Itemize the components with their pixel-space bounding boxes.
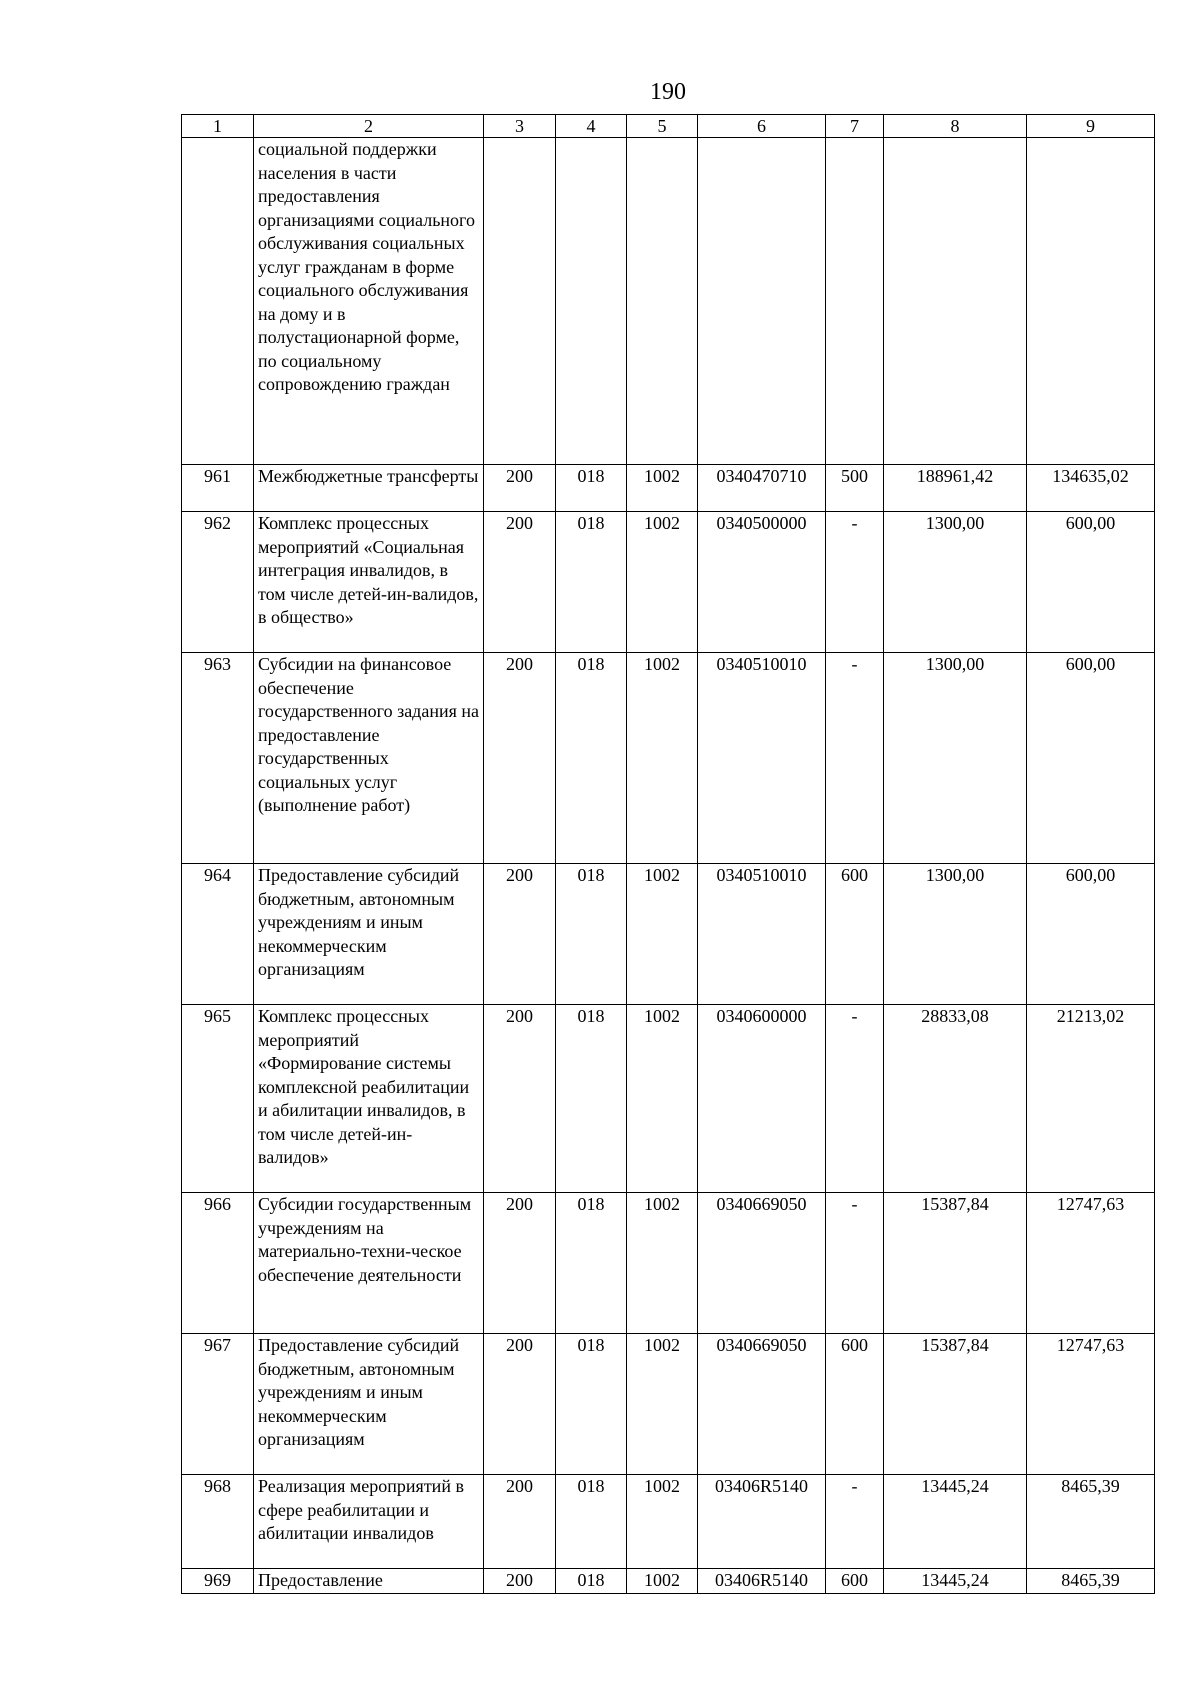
cell-col-8: 1300,00 xyxy=(884,653,1027,864)
cell-col-3: 200 xyxy=(484,653,556,864)
cell-col-6: 0340510010 xyxy=(698,653,826,864)
cell-col-9: 600,00 xyxy=(1027,864,1155,1005)
cell-col-5: 1002 xyxy=(627,465,698,512)
table-row xyxy=(182,1475,1155,1569)
cell-number: 969 xyxy=(182,1569,254,1594)
cell-col-7 xyxy=(826,138,884,465)
cell-col-7: 600 xyxy=(826,864,884,1005)
cell-col-3: 200 xyxy=(484,1334,556,1475)
cell-col-8: 188961,42 xyxy=(884,465,1027,512)
table-row xyxy=(182,864,1155,1005)
cell-col-8: 15387,84 xyxy=(884,1193,1027,1334)
cell-col-4: 018 xyxy=(556,512,627,653)
cell-col-4: 018 xyxy=(556,1334,627,1475)
cell-col-3 xyxy=(484,138,556,465)
table-row xyxy=(182,653,1155,864)
cell-col-5: 1002 xyxy=(627,512,698,653)
table-row xyxy=(182,1334,1155,1475)
cell-col-7: - xyxy=(826,512,884,653)
cell-col-7: - xyxy=(826,1475,884,1569)
table-row-continuation xyxy=(182,138,1155,465)
cell-col-3: 200 xyxy=(484,512,556,653)
cell-col-9: 12747,63 xyxy=(1027,1193,1155,1334)
cell-col-8: 13445,24 xyxy=(884,1569,1027,1594)
cell-col-4: 018 xyxy=(556,465,627,512)
cell-col-3: 200 xyxy=(484,1005,556,1193)
header-row xyxy=(182,115,1155,138)
cell-col-5 xyxy=(627,138,698,465)
cell-col-6: 03406R5140 xyxy=(698,1569,826,1594)
cell-col-6: 0340470710 xyxy=(698,465,826,512)
cell-name: Предоставление субсидий бюджетным, автономным учреждениям и иным некоммерческим организациям xyxy=(254,864,484,1005)
cell-number: 962 xyxy=(182,512,254,653)
budget-table xyxy=(181,114,1155,1594)
cell-name: Предоставление xyxy=(254,1569,484,1594)
cell-col-4: 018 xyxy=(556,1475,627,1569)
cell-col-7: - xyxy=(826,653,884,864)
table-row xyxy=(182,1569,1155,1594)
cell-col-6: 0340669050 xyxy=(698,1193,826,1334)
cell-col-6: 0340500000 xyxy=(698,512,826,653)
cell-col-3: 200 xyxy=(484,465,556,512)
cell-number: 967 xyxy=(182,1334,254,1475)
header-col-6: 6 xyxy=(698,115,826,138)
cell-col-7: 600 xyxy=(826,1569,884,1594)
table-row xyxy=(182,1193,1155,1334)
cell-col-9: 8465,39 xyxy=(1027,1569,1155,1594)
cell-col-6 xyxy=(698,138,826,465)
header-col-7: 7 xyxy=(826,115,884,138)
page-number: 190 xyxy=(650,79,686,105)
cell-col-8: 15387,84 xyxy=(884,1334,1027,1475)
header-col-2: 2 xyxy=(254,115,484,138)
cell-col-7: - xyxy=(826,1005,884,1193)
cell-col-7: 600 xyxy=(826,1334,884,1475)
cell-name: Межбюджетные трансферты xyxy=(254,465,484,512)
cell-col-5: 1002 xyxy=(627,864,698,1005)
header-col-1: 1 xyxy=(182,115,254,138)
cell-name: Комплекс процессных мероприятий «Формирование системы комплексной реабилитации и абилитации инвалидов, в том числе детей-ин-валидов» xyxy=(254,1005,484,1193)
cell-col-8: 1300,00 xyxy=(884,512,1027,653)
table-row xyxy=(182,512,1155,653)
table-row xyxy=(182,1005,1155,1193)
cell-col-9: 12747,63 xyxy=(1027,1334,1155,1475)
cell-col-3: 200 xyxy=(484,1475,556,1569)
cell-name: Субсидии на финансовое обеспечение государственного задания на предоставление государственных социальных услуг (выполнение работ) xyxy=(254,653,484,864)
cell-number: 968 xyxy=(182,1475,254,1569)
cell-col-6: 0340600000 xyxy=(698,1005,826,1193)
header-col-9: 9 xyxy=(1027,115,1155,138)
cell-name: Субсидии государственным учреждениям на материально-техни-ческое обеспечение деятельности xyxy=(254,1193,484,1334)
cell-col-9: 600,00 xyxy=(1027,512,1155,653)
cell-col-9: 21213,02 xyxy=(1027,1005,1155,1193)
cell-name: Комплекс процессных мероприятий «Социальная интеграция инвалидов, в том числе детей-ин-валидов, в общество» xyxy=(254,512,484,653)
cell-col-4: 018 xyxy=(556,864,627,1005)
cell-col-9: 8465,39 xyxy=(1027,1475,1155,1569)
cell-col-7: - xyxy=(826,1193,884,1334)
cell-col-9: 600,00 xyxy=(1027,653,1155,864)
cell-number: 966 xyxy=(182,1193,254,1334)
cell-number: 961 xyxy=(182,465,254,512)
header-col-8: 8 xyxy=(884,115,1027,138)
header-col-5: 5 xyxy=(627,115,698,138)
cell-col-9 xyxy=(1027,138,1155,465)
header-col-4: 4 xyxy=(556,115,627,138)
cell-name: Реализация мероприятий в сфере реабилитации и абилитации инвалидов xyxy=(254,1475,484,1569)
cell-col-4: 018 xyxy=(556,653,627,864)
cell-col-3: 200 xyxy=(484,864,556,1005)
cell-number: 963 xyxy=(182,653,254,864)
cell-col-8 xyxy=(884,138,1027,465)
cell-col-5: 1002 xyxy=(627,1569,698,1594)
cell-col-5: 1002 xyxy=(627,1475,698,1569)
cell-col-3: 200 xyxy=(484,1569,556,1594)
cell-col-4: 018 xyxy=(556,1193,627,1334)
cell-col-4 xyxy=(556,138,627,465)
cell-number: 964 xyxy=(182,864,254,1005)
cell-col-6: 0340510010 xyxy=(698,864,826,1005)
cell-col-5: 1002 xyxy=(627,1193,698,1334)
cell-col-8: 1300,00 xyxy=(884,864,1027,1005)
cell-col-4: 018 xyxy=(556,1005,627,1193)
cell-col-6: 03406R5140 xyxy=(698,1475,826,1569)
cell-col-8: 28833,08 xyxy=(884,1005,1027,1193)
cell-col-9: 134635,02 xyxy=(1027,465,1155,512)
cell-number xyxy=(182,138,254,465)
cell-name: социальной поддержки населения в части предоставления организациями социального обслуживания социальных услуг гражданам в форме социального обслуживания на дому и в полустационарной форме, по социальному сопровождению граждан xyxy=(254,138,484,465)
cell-number: 965 xyxy=(182,1005,254,1193)
cell-col-3: 200 xyxy=(484,1193,556,1334)
cell-col-8: 13445,24 xyxy=(884,1475,1027,1569)
cell-col-5: 1002 xyxy=(627,1005,698,1193)
table-row xyxy=(182,465,1155,512)
cell-col-5: 1002 xyxy=(627,653,698,864)
cell-col-5: 1002 xyxy=(627,1334,698,1475)
cell-col-6: 0340669050 xyxy=(698,1334,826,1475)
cell-col-7: 500 xyxy=(826,465,884,512)
header-col-3: 3 xyxy=(484,115,556,138)
cell-col-4: 018 xyxy=(556,1569,627,1594)
cell-name: Предоставление субсидий бюджетным, автономным учреждениям и иным некоммерческим организациям xyxy=(254,1334,484,1475)
